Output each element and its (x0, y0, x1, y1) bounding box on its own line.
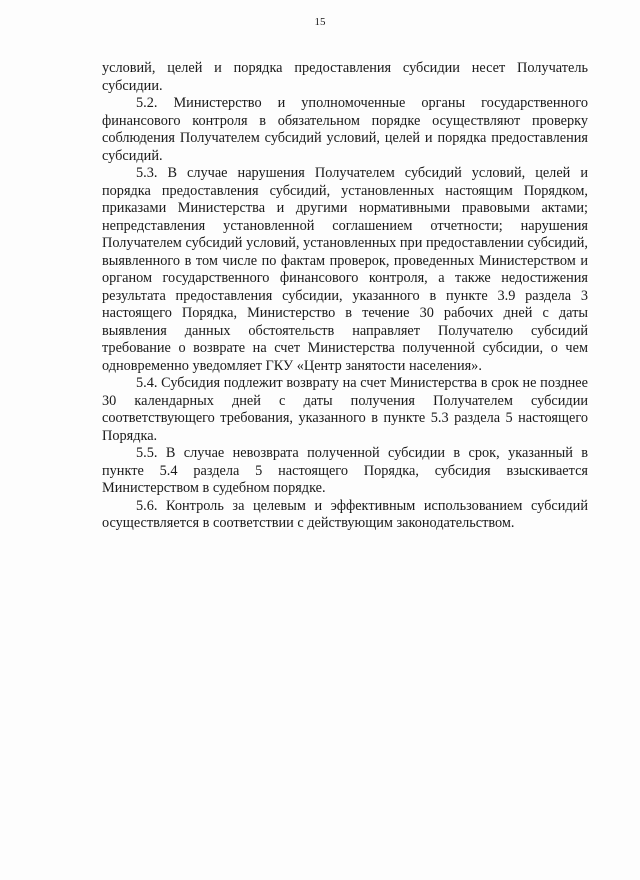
paragraph-5-5: 5.5. В случае невозврата полученной субсидии в срок, указанный в пункте 5.4 раздела 5 настоящего Порядка, субсидия взыскивается Министерством в судебном порядке. (102, 445, 588, 496)
paragraph-5-6: 5.6. Контроль за целевым и эффективным использованием субсидий осуществляется в соответствии с действующим законодательством. (102, 497, 588, 531)
paragraph-5-4: 5.4. Субсидия подлежит возврату на счет Министерства в срок не позднее 30 календарных дней с даты получения Получателем субсидии соответствующего требования, указанного в пункте 5.3 раздела 5 настоящего Порядка. (102, 375, 588, 444)
paragraph-5-3: 5.3. В случае нарушения Получателем субсидий условий, целей и порядка предоставления субсидий, установленных настоящим Порядком, приказами Министерства и другими нормативными правовыми актами; непредставления установленной соглашением отчетности; нарушения Получателем субсидий условий, установленных при предоставлении субсидий, выявленного в том числе по фактам проверок, проведенных Министерством и органом государственного финансового контроля, а также недостижения результата предоставления субсидии, указанного в пункте 3.9 раздела 3 настоящего Порядка, Министерство в течение 30 рабочих дней с даты выявления данных обстоятельств направляет Получателю субсидий требование о возврате на счет Министерства полученной субсидии, о чем одновременно уведомляет ГКУ «Центр занятости населения». (102, 165, 588, 374)
paragraph-5-2: 5.2. Министерство и уполномоченные органы государственного финансового контроля в обязательном порядке осуществляют проверку соблюдения Получателем субсидий условий, целей и порядка предоставления субсидий. (102, 95, 588, 164)
page-number: 15 (314, 16, 326, 28)
paragraph-continuation: условий, целей и порядка предоставления субсидии несет Получатель субсидии. (102, 60, 588, 94)
document-body (102, 60, 588, 533)
